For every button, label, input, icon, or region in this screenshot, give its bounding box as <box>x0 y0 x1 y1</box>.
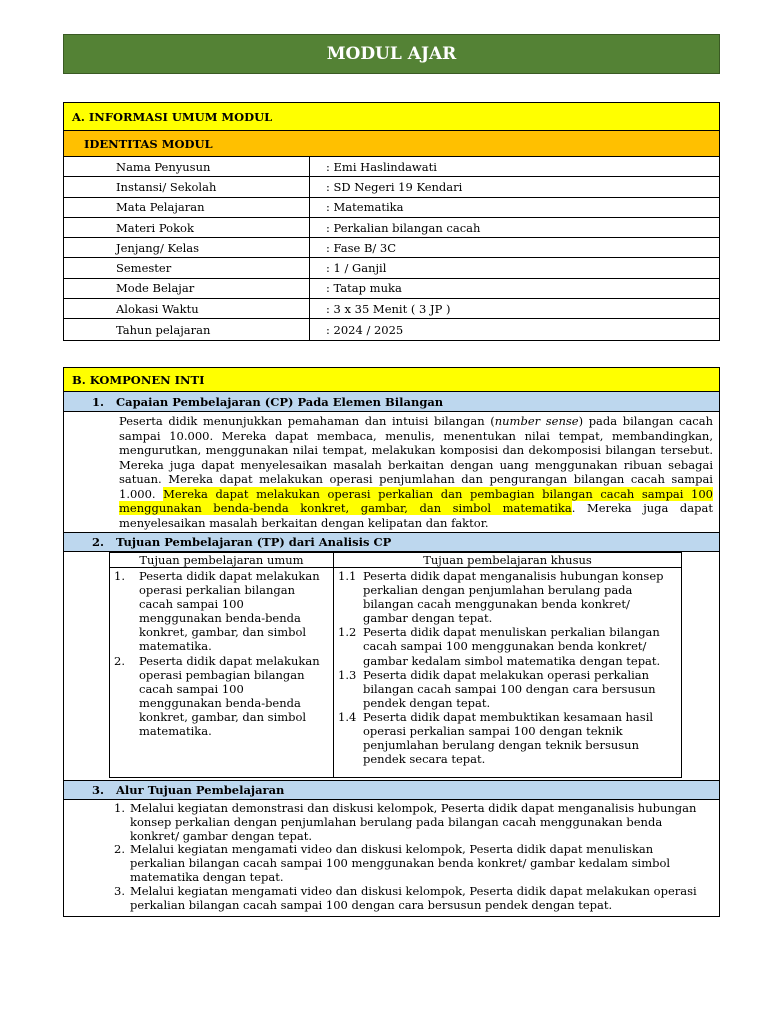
item-text: Peserta didik dapat membuktikan kesamaan hasil operasi perkalian sampai 100 dengan teknik penjumlahan berulang dengan teknik bersusun pendek secara tepat. <box>363 709 654 767</box>
cp-text-italic: number sense <box>494 414 579 428</box>
alur-title: Alur Tujuan Pembelajaran <box>116 783 285 797</box>
tp-umum-list <box>110 568 333 738</box>
list-item <box>114 569 329 654</box>
row-label: Mode Belajar <box>64 279 310 298</box>
table-row <box>64 299 719 319</box>
row-label: Tahun pelajaran <box>64 319 310 339</box>
cp-text-highlight: Mereka dapat melakukan operasi perkalian dan pembagian bilangan cacah sampai 100 menggunakan benda-benda konkret, gambar, dan simbol matematika <box>119 486 713 515</box>
row-label: Mata Pelajaran <box>64 198 310 217</box>
list-item <box>114 654 329 739</box>
item-text: Melalui kegiatan mengamati video dan diskusi kelompok, Peserta didik dapat melakukan operasi perkalian bilangan cacah sampai 100 dengan cara bersusun pendek dengan tepat. <box>130 883 697 912</box>
tp-number: 2. <box>91 535 104 549</box>
row-value: : Matematika <box>326 200 404 215</box>
item-number: 3. <box>114 883 125 898</box>
item-number: 2. <box>114 653 125 668</box>
item-number: 1.2 <box>338 625 357 640</box>
identitas-modul-heading: IDENTITAS MODUL <box>64 131 719 157</box>
row-label: Semester <box>64 258 310 277</box>
cp-title: Capaian Pembelajaran (CP) Pada Elemen Bilangan <box>116 394 444 409</box>
table-row <box>64 157 719 177</box>
identitas-table <box>64 157 719 340</box>
row-label: Materi Pokok <box>64 218 310 237</box>
item-number: 1.4 <box>338 709 357 724</box>
tp-table-wrapper <box>64 552 719 780</box>
item-text: Peserta didik dapat menuliskan perkalian bilangan cacah sampai 100 menggunakan benda konkret/ gambar kedalam simbol matematika dengan tepat. <box>363 625 661 668</box>
table-row <box>64 198 719 218</box>
row-label: Nama Penyusun <box>64 157 310 176</box>
item-text: Peserta didik dapat melakukan operasi perkalian bilangan cacah sampai 100 dengan cara bersusun pendek dengan tepat. <box>363 667 656 710</box>
section-komponen-inti <box>63 367 720 917</box>
table-row <box>64 279 719 299</box>
list-item <box>338 625 677 667</box>
section-a-heading: A. INFORMASI UMUM MODUL <box>64 103 719 131</box>
row-value: : Fase B/ 3C <box>326 240 397 255</box>
row-value: : Emi Haslindawati <box>326 159 437 174</box>
tp-khusus-list <box>334 568 681 766</box>
cp-text-c: . Mereka juga dapat menyelesaikan masalah berkaitan dengan kelipatan dan faktor. <box>119 501 713 530</box>
list-item <box>114 885 709 913</box>
table-row <box>64 238 719 258</box>
row-value: : Perkalian bilangan cacah <box>326 220 481 235</box>
section-b-heading: B. KOMPONEN INTI <box>64 368 719 392</box>
row-label: Alokasi Waktu <box>64 299 310 318</box>
tp-title: Tujuan Pembelajaran (TP) dari Analisis CP <box>116 535 392 549</box>
row-value: : 2024 / 2025 <box>326 322 404 337</box>
alur-number: 3. <box>91 783 104 797</box>
table-row <box>64 258 719 278</box>
table-row <box>64 177 719 197</box>
row-value: : 1 / Ganjil <box>326 261 387 276</box>
tp-umum-column <box>110 553 334 777</box>
row-value: : 3 x 35 Menit ( 3 JP ) <box>326 301 451 316</box>
tp-khusus-header: Tujuan pembelajaran khusus <box>334 553 681 568</box>
list-item <box>338 668 677 710</box>
cp-text-b: ) pada bilangan cacah sampai 10.000. Mereka dapat membaca, menulis, menentukan nilai tempat, membandingkan, mengurutkan, menggunakan nilai tempat, melakukan komposisi dan dekomposisi bilangan tersebut. Mereka juga dapat menyelesaikan masalah berkaitan dengan uang menggunakan ribuan sebagai satuan. Mereka dapat melakukan operasi penjumlahan dan pengurangan bilangan cacah sampai 1.000. <box>119 414 714 501</box>
cp-number: 1. <box>91 394 104 409</box>
row-value: : SD Negeri 19 Kendari <box>326 179 463 194</box>
item-number: 1.1 <box>338 569 357 583</box>
item-text: Melalui kegiatan mengamati video dan diskusi kelompok, Peserta didik dapat menuliskan perkalian bilangan cacah sampai 100 menggunakan benda konkret/ gambar kedalam simbol matematika dengan tepat. <box>130 842 671 884</box>
list-item <box>338 710 677 766</box>
item-number: 1. <box>114 569 125 583</box>
table-row <box>64 319 719 339</box>
list-item <box>114 843 709 884</box>
item-text: Peserta didik dapat melakukan operasi perkalian bilangan cacah sampai 100 menggunakan benda-benda konkret, gambar, dan simbol matematika. <box>139 569 320 654</box>
item-number: 1. <box>114 801 125 815</box>
item-text: Peserta didik dapat melakukan operasi pembagian bilangan cacah sampai 100 menggunakan benda-benda konkret, gambar, dan simbol matematika. <box>139 653 320 739</box>
alur-heading <box>64 780 719 800</box>
alur-list <box>64 800 719 916</box>
item-number: 1.3 <box>338 667 357 682</box>
item-number: 2. <box>114 842 125 857</box>
tp-heading <box>64 532 719 552</box>
table-row <box>64 218 719 238</box>
list-item <box>114 802 709 843</box>
section-informasi-umum <box>63 102 720 341</box>
tp-table <box>109 552 682 778</box>
row-label: Instansi/ Sekolah <box>64 177 310 196</box>
row-label: Jenjang/ Kelas <box>64 238 310 257</box>
item-text: Peserta didik dapat menganalisis hubungan konsep perkalian dengan penjumlahan berulang pada bilangan cacah menggunakan benda konkret/ gambar dengan tepat. <box>363 569 664 626</box>
row-value: : Tatap muka <box>326 281 402 296</box>
document-title: MODUL AJAR <box>63 34 720 74</box>
item-text: Melalui kegiatan demonstrasi dan diskusi kelompok, Peserta didik dapat menganalisis hubungan konsep perkalian dengan penjumlahan berulang pada bilangan cacah menggunakan benda konkret/ gambar dengan tepat. <box>130 801 697 843</box>
cp-text-a: Peserta didik menunjukkan pemahaman dan intuisi bilangan ( <box>119 414 495 428</box>
list-item <box>338 569 677 625</box>
cp-paragraph <box>64 412 719 532</box>
tp-umum-header: Tujuan pembelajaran umum <box>110 553 333 568</box>
cp-heading <box>64 392 719 412</box>
tp-khusus-column <box>334 553 681 777</box>
